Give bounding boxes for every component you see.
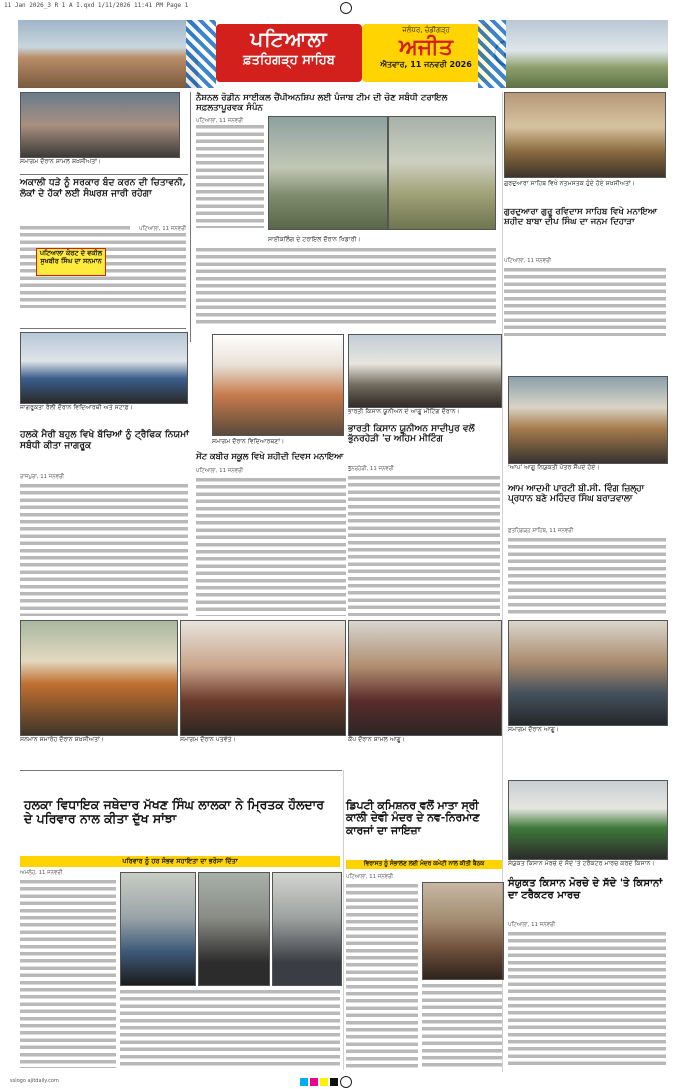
- headline-kisan-union: ਭਾਰਤੀ ਕਿਸਾਨ ਯੂਨੀਅਨ ਸਾਦੀਪੁਰ ਵਲੋਂ ਭੁੱਨਰਹੇੜੀ 'ਚ ਅਹਿਮ ਮੀਟਿੰਗ: [348, 424, 475, 445]
- body-text-cycling-cont: [196, 246, 496, 326]
- masthead-pattern: [186, 20, 216, 88]
- registration-mark-icon: [340, 2, 352, 14]
- byline: ਅਮਲੋਹ, 11 ਜਨਵਰੀ: [20, 870, 90, 877]
- column-rule: [190, 92, 191, 342]
- body-text-students-event: [196, 476, 346, 616]
- headline-students-event: ਸੇਂਟ ਕਬੀਰ ਸਕੂਲ ਵਿਖੇ ਸ਼ਹੀਦੀ ਦਿਵਸ ਮਨਾਇਆ: [196, 451, 344, 461]
- photo-mid-right: [508, 620, 668, 726]
- black-swatch: [330, 1078, 338, 1086]
- photo-mid-right-center: [348, 620, 502, 736]
- body-text-kali-devi: [346, 882, 418, 1068]
- headline-makhan-singh: ਹਲਕਾ ਵਿਧਾਇਕ ਜਥੇਦਾਰ ਮੱਖਣ ਸਿੰਘ ਲਾਲਕਾ ਨੇ ਮ੍ਰਿਤਕ ਹੌਲਦਾਰ ਦੇ ਪਰਿਵਾਰ ਨਾਲ ਕੀਤਾ ਦੁੱਖ ਸਾਂਝਾ: [24, 797, 324, 827]
- byline: ਪਟਿਆਲਾ, 11 ਜਨਵਰੀ: [504, 258, 564, 265]
- body-text-cycling: [196, 116, 264, 228]
- divider: [20, 770, 342, 771]
- photo-kisan-union: [348, 334, 502, 408]
- photo-caption: ਸਾਈਕਲਿੰਗ ਦੇ ਟਰਾਇਲ ਦੌਰਾਨ ਖਿਡਾਰੀ।: [268, 236, 494, 244]
- headline-top-left: ਅਕਾਲੀ ਧੜੇ ਨੂੰ ਸਰਕਾਰ ਬੰਦ ਕਰਨ ਦੀ ਚਿਤਾਵਨੀ, ਲੋਕਾਂ ਦੇ ਹੱਕਾਂ ਲਈ ਸੰਘਰਸ਼ ਜਾਰੀ ਰਹੇਗਾ: [20, 177, 186, 199]
- body-text-kisan-union: [348, 474, 500, 616]
- photo-mid-center: [180, 620, 346, 736]
- body-text-kali-devi-cont: [422, 982, 502, 1068]
- subhead-band: ਪਰਿਵਾਰ ਨੂੰ ਹਰ ਸੰਭਵ ਸਹਾਇਤਾ ਦਾ ਭਰੋਸਾ ਦਿੱਤਾ: [20, 856, 340, 867]
- photo-rally: [20, 332, 188, 404]
- byline: ਫ਼ਤਹਿਗੜ੍ਹ ਸਾਹਿਬ, 11 ਜਨਵਰੀ: [508, 528, 588, 535]
- photo-caption: ਸਮਾਗਮ ਦੌਰਾਨ ਵਿਦਿਆਰਥਣਾਂ।: [212, 438, 342, 446]
- headline-rally: ਹਲਕੇ ਮੈਰੀ ਬਹੁਲ ਵਿਖੇ ਬੱਚਿਆਂ ਨੂੰ ਟ੍ਰੈਫਿਕ ਨਿਯਮਾਂ ਸਬੰਧੀ ਕੀਤਾ ਜਾਗਰੂਕ: [20, 429, 189, 451]
- divider: [20, 328, 186, 329]
- byline: ਪਟਿਆਲਾ, 11 ਜਨਵਰੀ: [346, 874, 416, 881]
- photo-cyclist-1: [268, 116, 388, 230]
- masthead: [18, 20, 668, 88]
- headline-aap-bc: ਆਮ ਆਦਮੀ ਪਾਰਟੀ ਬੀ.ਸੀ. ਵਿੰਗ ਜ਼ਿਲ੍ਹਾ ਪ੍ਰਧਾਨ ਬਣੇ ਮਹਿੰਦਰ ਸਿੰਘ ਬਰਾੜਵਾਲਾ: [508, 484, 645, 505]
- magenta-swatch: [310, 1078, 318, 1086]
- photo-aap-bc: [508, 376, 668, 464]
- photo-cyclist-2: [388, 116, 496, 230]
- masthead-editions: ਜਲੰਧਰ, ਚੰਡੀਗੜ੍ਹ: [402, 26, 450, 34]
- byline: ਪਟਿਆਲਾ, 11 ਜਨਵਰੀ: [130, 226, 186, 233]
- headline-gurdwara: ਗੁਰਦੁਆਰਾ ਗੁਰੂ ਰਵਿਦਾਸ ਸਾਹਿਬ ਵਿਖੇ ਮਨਾਇਆ ਸ਼ਹੀਦ ਬਾਬਾ ਦੀਪ ਸਿੰਘ ਦਾ ਜਨਮ ਦਿਹਾੜਾ: [504, 207, 658, 227]
- masthead-brand-block: [362, 24, 490, 82]
- yellow-swatch: [320, 1078, 328, 1086]
- photo-makhan-1: [120, 872, 196, 986]
- photo-caption: ਭਾਰਤੀ ਕਿਸਾਨ ਯੂਨੀਅਨ ਦੇ ਆਗੂ ਮੀਟਿੰਗ ਦੌਰਾਨ।: [348, 408, 500, 416]
- masthead-brand: ਅਜੀਤ: [399, 34, 453, 60]
- photo-caption: ਸਨਮਾਨ ਸਮਾਰੋਹ ਦੌਰਾਨ ਸ਼ਖ਼ਸੀਅਤਾਂ।: [20, 736, 176, 744]
- photo-kali-devi: [422, 882, 504, 980]
- headline-kali-devi: ਡਿਪਟੀ ਕਮਿਸ਼ਨਰ ਵਲੋਂ ਮਾਤਾ ਸ੍ਰੀ ਕਾਲੀ ਦੇਵੀ ਮੰਦਰ ਦੇ ਨਵ-ਨਿਰਮਾਣ ਕਾਰਜਾਂ ਦਾ ਜਾਇਜ਼ਾ: [346, 799, 480, 837]
- photo-makhan-2: [198, 872, 270, 986]
- photo-students-event: [212, 334, 344, 436]
- masthead-city: ਪਟਿਆਲਾ: [250, 27, 328, 51]
- body-text-makhan-singh-cont: [120, 988, 340, 1068]
- photo-caption: ਗੁਰਦੁਆਰਾ ਸਾਹਿਬ ਵਿਖੇ ਨਤਮਸਤਕ ਹੁੰਦੇ ਹੋਏ ਸ਼ਖ਼ਸੀਅਤਾਂ।: [504, 180, 664, 188]
- body-text-aap-bc: [508, 536, 666, 616]
- byline: ਪਟਿਆਲਾ, 11 ਜਨਵਰੀ: [196, 468, 256, 475]
- body-text-tractor-march: [508, 930, 666, 1068]
- photo-caption: 'ਆਪ' ਆਗੂ ਨਿਯੁਕਤੀ ਪੱਤਰ ਸੌਂਪਦੇ ਹੋਏ।: [508, 464, 666, 472]
- footer-slug: sslogo ajitdaily.com: [10, 1078, 59, 1084]
- body-text-gurdwara: [504, 266, 666, 336]
- column-rule: [343, 770, 344, 1070]
- photo-caption: ਕੈਂਪ ਦੌਰਾਨ ਸ਼ਾਮਲ ਆਗੂ।: [348, 736, 500, 744]
- photo-mid-left: [20, 620, 178, 736]
- byline: ਪਟਿਆਲਾ, 11 ਜਨਵਰੀ: [508, 922, 568, 929]
- photo-group-top-left: [20, 92, 180, 158]
- body-text-makhan-singh: [20, 878, 116, 1068]
- masthead-photo-left: [18, 20, 198, 88]
- masthead-date: ਐਤਵਾਰ, 11 ਜਨਵਰੀ 2026: [380, 60, 472, 69]
- photo-makhan-3: [272, 872, 342, 986]
- column-rule: [502, 92, 503, 1072]
- masthead-photo-right: [506, 20, 668, 88]
- subhead-band: ਵਿਰਾਸਤ ਨੂੰ ਸੰਭਾਲਣ ਲਈ ਮੰਦਰ ਕਮੇਟੀ ਨਾਲ ਕੀਤੀ ਬੈਠਕ: [346, 860, 502, 869]
- photo-tractor-march: [508, 780, 668, 860]
- headline-cycling: ਨੈਸ਼ਨਲ ਰੋਡੀਨ ਸਾਈਕਲ ਚੈਂਪੀਅਨਸ਼ਿਪ ਲਈ ਪੰਜਾਬ ਟੀਮ ਦੀ ਚੋਣ ਸਬੰਧੀ ਟਰਾਇਲ ਸਫ਼ਲਤਾਪੂਰਵਕ ਸੰਪੰਨ: [196, 93, 448, 113]
- byline: ਭੁੱਨਰਹੇੜੀ, 11 ਜਨਵਰੀ: [348, 466, 418, 473]
- masthead-subcity: ਫ਼ਤਹਿਗੜ੍ਹ ਸਾਹਿਬ: [243, 53, 335, 68]
- highlight-box: ਪਟਿਆਲਾ ਕੋਰਟ ਦੇ ਵਕੀਲ ਸੁਖਬੀਰ ਸਿੰਘ ਦਾ ਸਨਮਾਨ: [36, 248, 106, 276]
- headline-tractor-march: ਸੰਯੁਕਤ ਕਿਸਾਨ ਮੋਰਚੇ ਦੇ ਸੱਦੇ 'ਤੇ ਕਿਸਾਨਾਂ ਦਾ ਟਰੈਕਟਰ ਮਾਰਚ: [508, 877, 663, 901]
- masthead-city-block: [216, 24, 362, 82]
- photo-caption: ਸੰਯੁਕਤ ਕਿਸਾਨ ਮੋਰਚੇ ਦੇ ਸੱਦੇ 'ਤੇ ਟਰੈਕਟਰ ਮਾਰਚ ਕਰਦੇ ਕਿਸਾਨ।: [508, 860, 666, 868]
- photo-caption: ਸਮਾਗਮ ਦੌਰਾਨ ਪਤਵੰਤੇ।: [180, 736, 344, 744]
- photo-gurdwara: [504, 92, 666, 178]
- print-slug: 11 Jan 2026_3 R 1 A I.qxd 1/11/2026 11:41 PM Page 1: [4, 2, 189, 9]
- photo-caption: ਜਾਗਰੂਕਤਾ ਰੈਲੀ ਦੌਰਾਨ ਵਿਦਿਆਰਥੀ ਅਤੇ ਸਟਾਫ਼।: [20, 404, 186, 412]
- masthead-pattern: [478, 20, 508, 88]
- byline: ਰਾਜਪੁਰਾ, 11 ਜਨਵਰੀ: [20, 474, 80, 481]
- cyan-swatch: [300, 1078, 308, 1086]
- divider: [20, 174, 188, 175]
- body-text-rally: [20, 482, 188, 616]
- photo-caption: ਸਮਾਗਮ ਦੌਰਾਨ ਸ਼ਾਮਲ ਸ਼ਖ਼ਸੀਅਤਾਂ।: [20, 158, 178, 166]
- byline: ਪਟਿਆਲਾ, 11 ਜਨਵਰੀ: [196, 118, 264, 125]
- photo-caption: ਸਮਾਗਮ ਦੌਰਾਨ ਆਗੂ।: [508, 726, 666, 734]
- registration-mark-icon: [340, 1076, 352, 1088]
